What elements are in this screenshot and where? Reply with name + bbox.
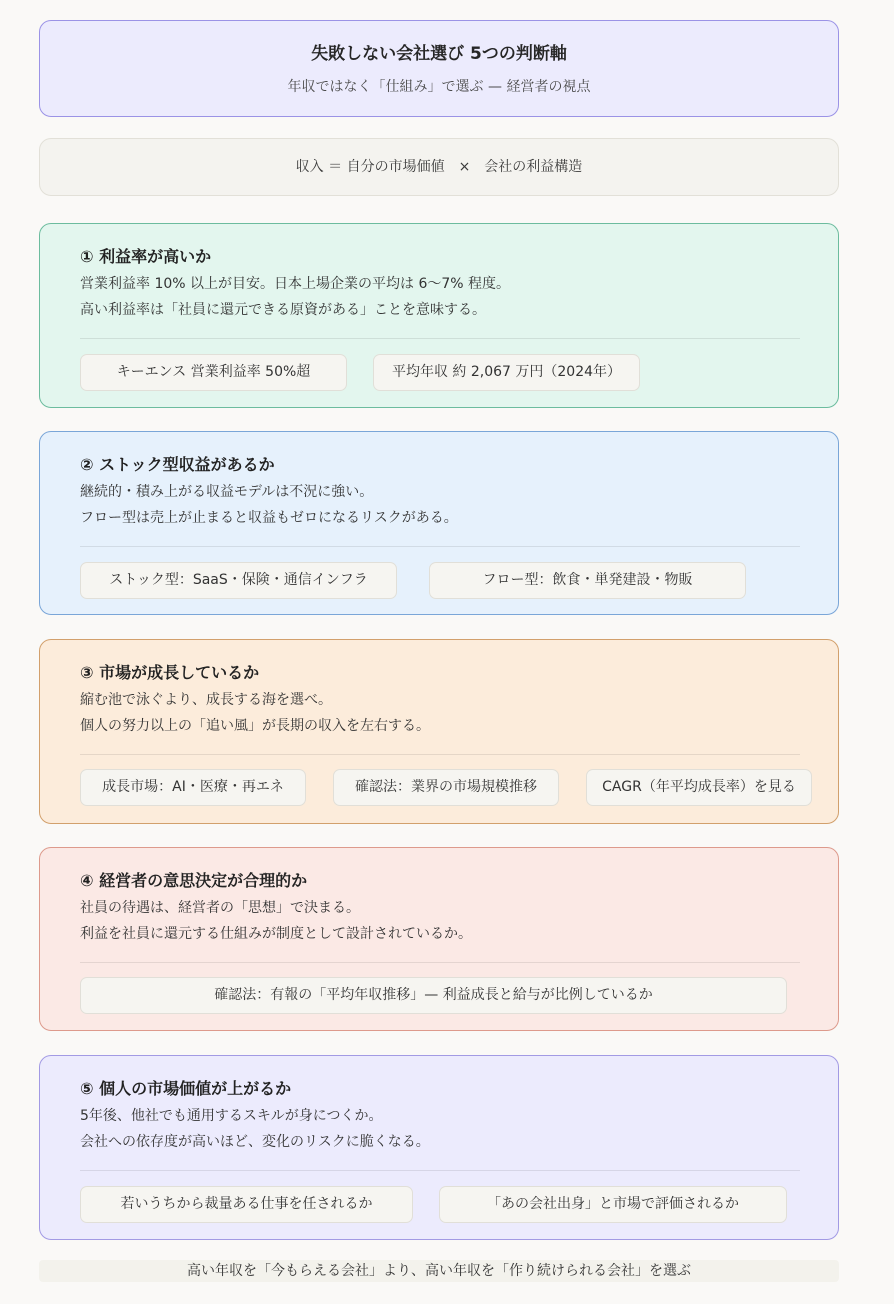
criterion-line: 継続的・積み上がる収益モデルは不況に強い。 bbox=[80, 484, 374, 500]
formula-box: 収入 ＝ 自分の市場価値 × 会社の利益構造 bbox=[39, 138, 839, 196]
example-chip: 平均年収 約 2,067 万円（2024年） bbox=[373, 354, 640, 391]
example-chip: 若いうちから裁量ある仕事を任されるか bbox=[80, 1186, 413, 1223]
example-chip: 「あの会社出身」と市場で評価されるか bbox=[439, 1186, 787, 1223]
page-subtitle: 年収ではなく「仕組み」で選ぶ — 経営者の視点 bbox=[287, 79, 591, 95]
card-divider bbox=[80, 546, 800, 547]
card-divider bbox=[80, 1170, 800, 1171]
header-box bbox=[39, 20, 839, 117]
criterion-card-4 bbox=[39, 847, 839, 1031]
criterion-line: 会社への依存度が高いほど、変化のリスクに脆くなる。 bbox=[80, 1134, 430, 1150]
criterion-title: ① 利益率が高いか bbox=[80, 247, 212, 266]
example-chip: ストック型：SaaS・保険・通信インフラ bbox=[80, 562, 397, 599]
criterion-line: 社員の待遇は、経営者の「思想」で決まる。 bbox=[80, 900, 360, 916]
criterion-card-5 bbox=[39, 1055, 839, 1240]
card-divider bbox=[80, 754, 800, 755]
example-chip: CAGR（年平均成長率）を見る bbox=[586, 769, 812, 806]
criterion-line: フロー型は売上が止まると収益もゼロになるリスクがある。 bbox=[80, 510, 458, 526]
criterion-line: 縮む池で泳ぐより、成長する海を選べ。 bbox=[80, 692, 332, 708]
criterion-title: ③ 市場が成長しているか bbox=[80, 663, 260, 682]
criterion-title: ⑤ 個人の市場価値が上がるか bbox=[80, 1079, 292, 1098]
criterion-card-2 bbox=[39, 431, 839, 615]
criterion-line: 営業利益率 10% 以上が目安。日本上場企業の平均は 6〜7% 程度。 bbox=[80, 276, 511, 292]
criterion-title: ② ストック型収益があるか bbox=[80, 455, 275, 474]
example-chip: 確認法：業界の市場規模推移 bbox=[333, 769, 559, 806]
card-divider bbox=[80, 962, 800, 963]
criterion-line: 利益を社員に還元する仕組みが制度として設計されているか。 bbox=[80, 926, 472, 942]
example-chip: 成長市場：AI・医療・再エネ bbox=[80, 769, 306, 806]
criterion-line: 5年後、他社でも通用するスキルが身につくか。 bbox=[80, 1108, 383, 1124]
page-title: 失敗しない会社選び 5つの判断軸 bbox=[311, 44, 567, 64]
card-divider bbox=[80, 338, 800, 339]
criterion-title: ④ 経営者の意思決定が合理的か bbox=[80, 871, 308, 890]
example-chip: 確認法：有報の「平均年収推移」— 利益成長と給与が比例しているか bbox=[80, 977, 787, 1014]
example-chip: フロー型：飲食・単発建設・物販 bbox=[429, 562, 746, 599]
criterion-card-1 bbox=[39, 223, 839, 408]
criterion-card-3 bbox=[39, 639, 839, 824]
footer-conclusion: 高い年収を「今もらえる会社」より、高い年収を「作り続けられる会社」を選ぶ bbox=[39, 1260, 839, 1282]
criterion-line: 個人の努力以上の「追い風」が長期の収入を左右する。 bbox=[80, 718, 430, 734]
example-chip: キーエンス 営業利益率 50%超 bbox=[80, 354, 347, 391]
criterion-line: 高い利益率は「社員に還元できる原資がある」ことを意味する。 bbox=[80, 302, 486, 318]
